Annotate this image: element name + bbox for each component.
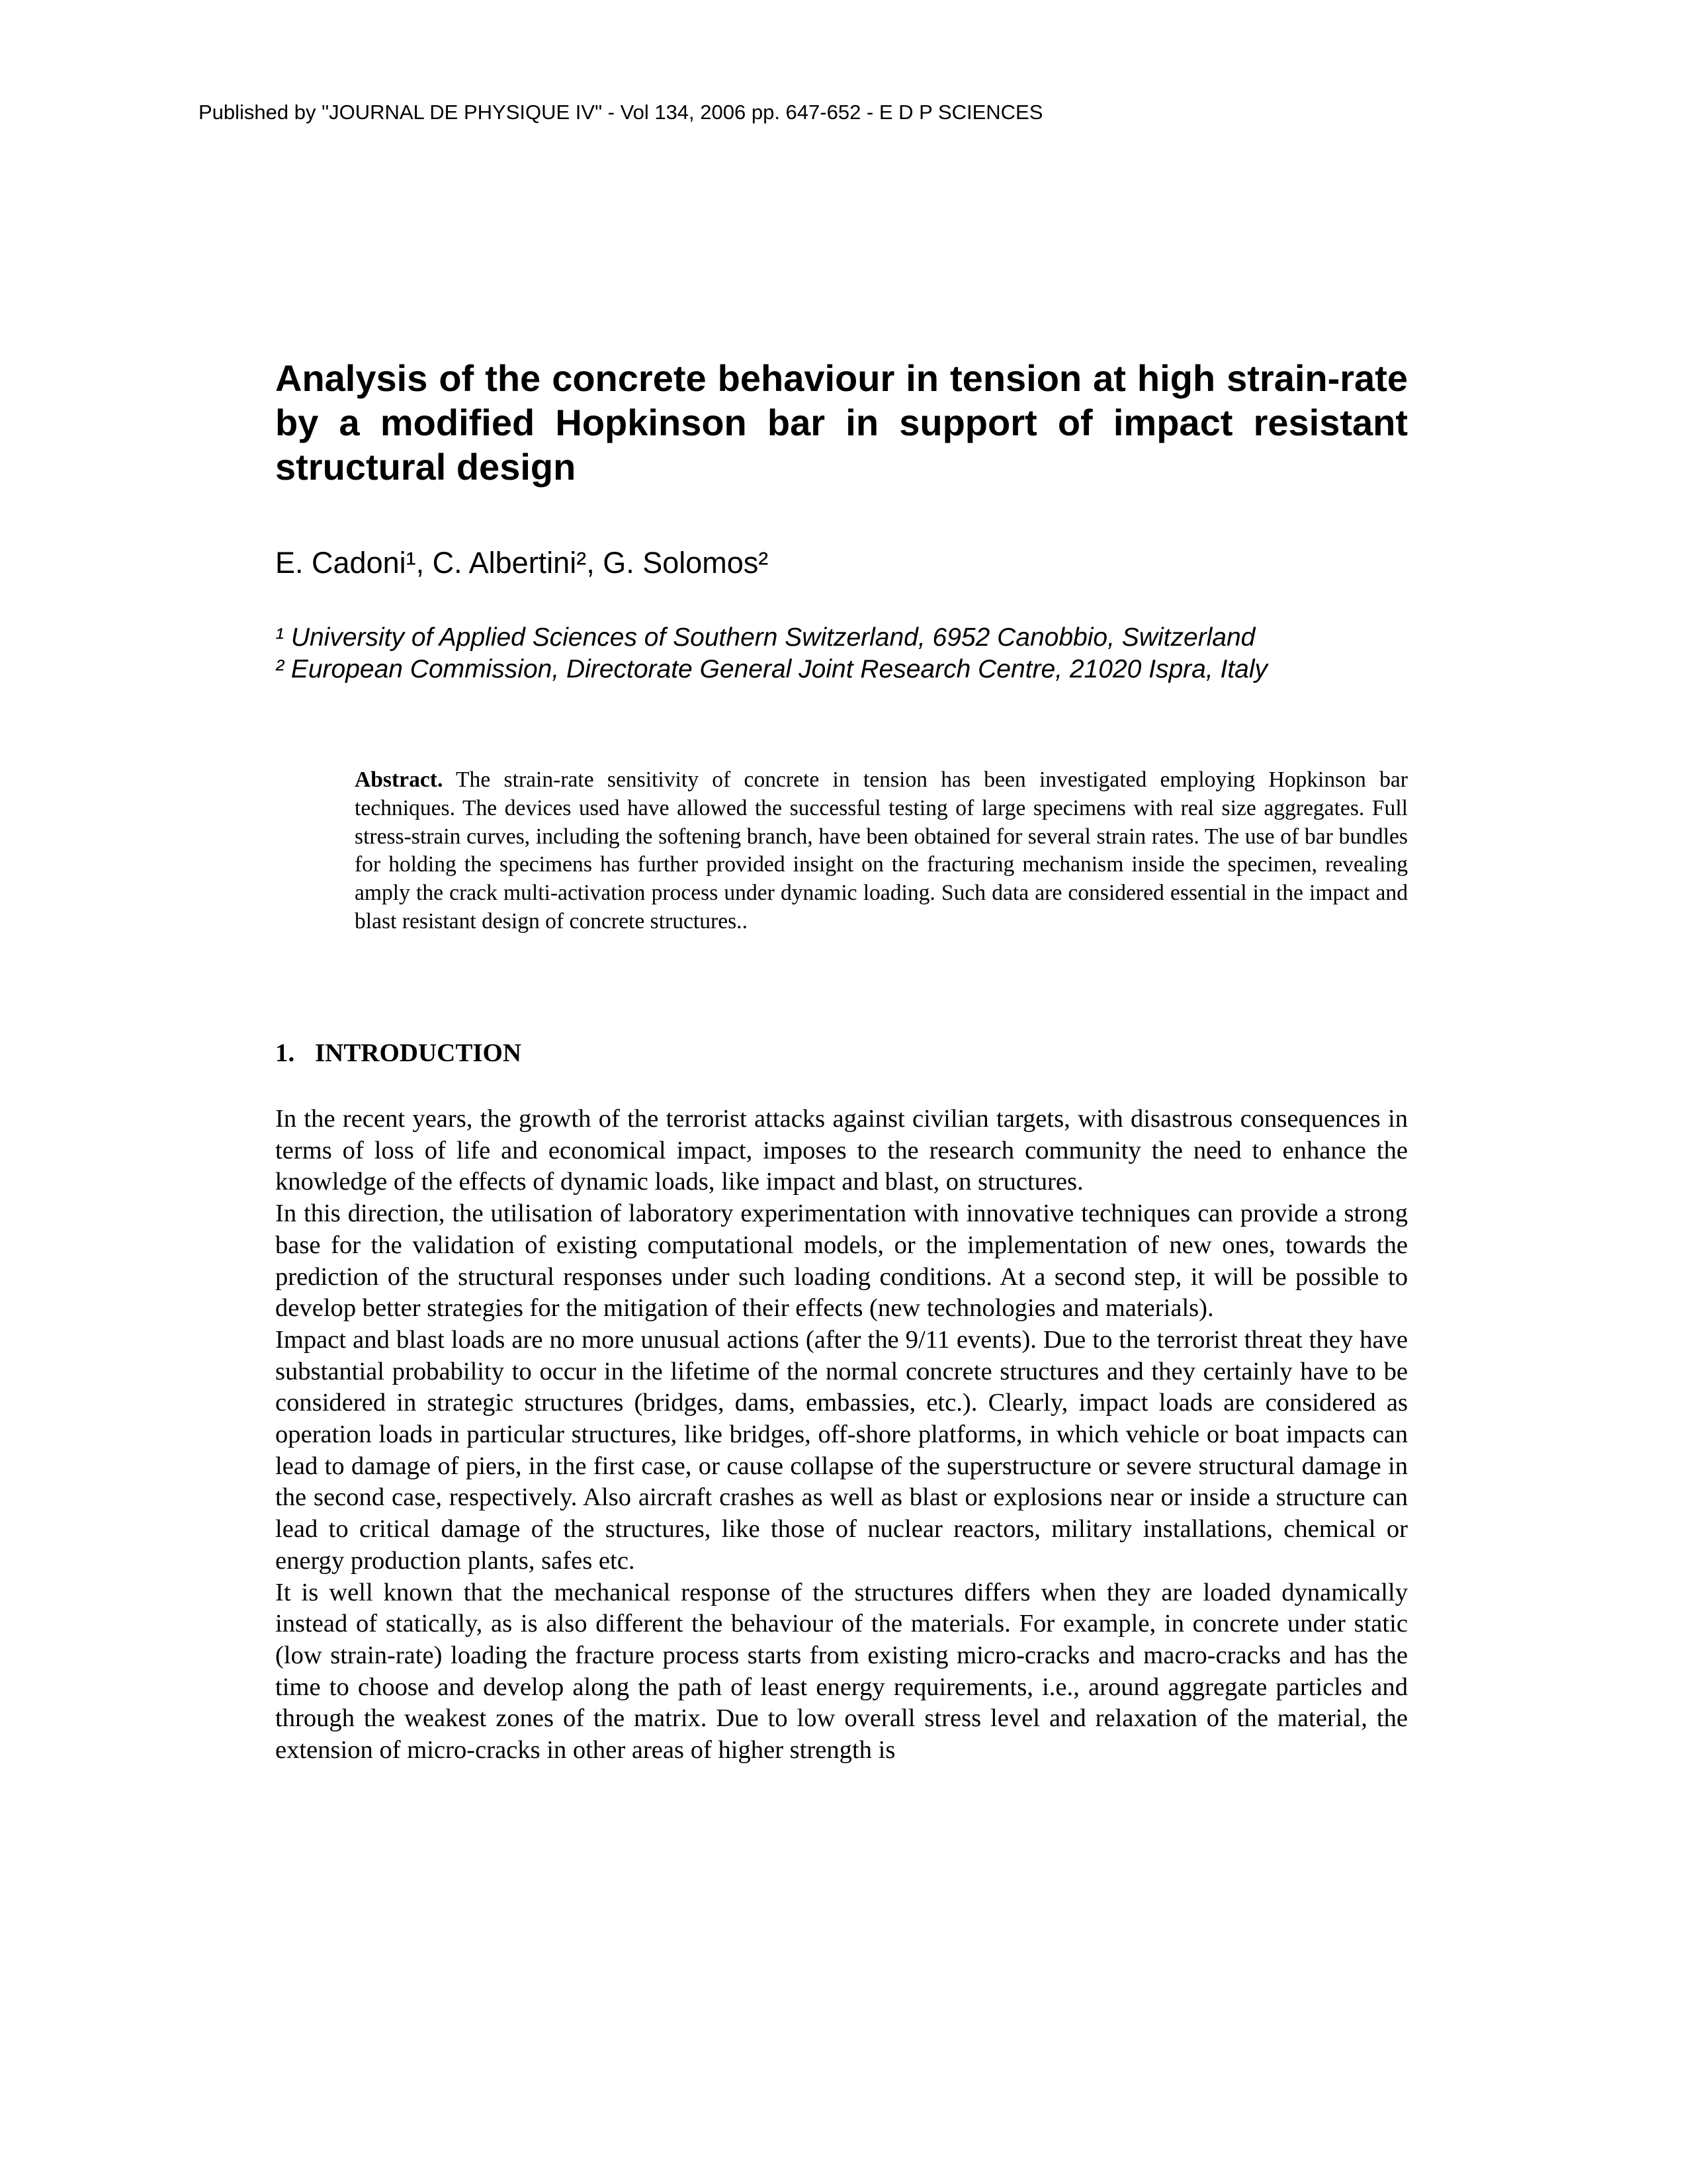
- paragraph-2: In this direction, the utilisation of laboratory experimentation with innovative techniques can provide a strong base for the validation of existing computational models, or the implementation of new ones, towards the prediction of the structural responses under such loading conditions. At a second step, it will be possible to develop better strategies for the mitigation of their effects (new technologies and materials).: [275, 1200, 1408, 1323]
- section-number: 1.: [275, 1039, 295, 1067]
- paragraph-1: In the recent years, the growth of the terrorist attacks against civilian targets, with disastrous consequences in terms of loss of life and economical impact, imposes to the research community the need to enhance the knowledge of the effects of dynamic loads, like impact and blast, on structures.: [275, 1105, 1408, 1196]
- paragraph-3: Impact and blast loads are no more unusual actions (after the 9/11 events). Due to the terrorist threat they have substantial probability to occur in the lifetime of the normal concrete structures and they certainly have to be considered in strategic structures (bridges, dams, embassies, etc.). Clearly, impact loads are considered as operation loads in particular structures, like bridges, off-shore platforms, in which vehicle or boat impacts can lead to damage of piers, in the first case, or cause collapse of the superstructure or severe structural damage in the second case, respectively. Also aircraft crashes as well as blast or explosions near or inside a structure can lead to critical damage of the structures, like those of nuclear reactors, military installations, chemical or energy production plants, safes etc.: [275, 1325, 1408, 1575]
- affiliation-1: ¹ University of Applied Sciences of Southern Switzerland, 6952 Canobbio, Switzerland: [275, 623, 1256, 652]
- abstract: [355, 766, 1408, 936]
- author-list: E. Cadoni¹, C. Albertini², G. Solomos²: [275, 546, 769, 580]
- paragraph-4: It is well known that the mechanical response of the structures differs when they are loaded dynamically instead of statically, as is also different the behaviour of the materials. For example, in concrete under static (low strain-rate) loading the fracture process starts from existing micro-cracks and macro-cracks and has the time to choose and develop along the path of least energy requirements, i.e., around aggregate particles and through the weakest zones of the matrix. Due to low overall stress level and relaxation of the material, the extension of micro-cracks in other areas of higher strength is: [275, 1578, 1408, 1765]
- abstract-text: The strain-rate sensitivity of concrete in tension has been investigated employing Hopkinson bar techniques. The devices used have allowed the successful testing of large specimens with real size aggregates. Full stress-strain curves, including the softening branch, have been obtained for several strain rates. The use of bar bundles for holding the specimens has further provided insight on the fracturing mechanism inside the specimen, revealing amply the crack multi-activation process under dynamic loading. Such data are considered essential in the impact and blast resistant design of concrete structures..: [355, 767, 1408, 934]
- publication-line: Published by "JOURNAL DE PHYSIQUE IV" - Vol 134, 2006 pp. 647-652 - E D P SCIENCES: [198, 101, 1043, 124]
- paper-title: Analysis of the concrete behaviour in tension at high strain-rate by a modified Hopkinson bar in support of impact resistant structural design: [275, 357, 1408, 488]
- abstract-label: Abstract.: [355, 767, 443, 792]
- section-heading-introduction: [275, 1037, 521, 1069]
- introduction-body: [275, 1104, 1408, 1767]
- affiliation-2: ² European Commission, Directorate General Joint Research Centre, 21020 Ispra, Italy: [275, 655, 1268, 683]
- affiliations: [275, 622, 1268, 685]
- section-title: INTRODUCTION: [315, 1039, 522, 1067]
